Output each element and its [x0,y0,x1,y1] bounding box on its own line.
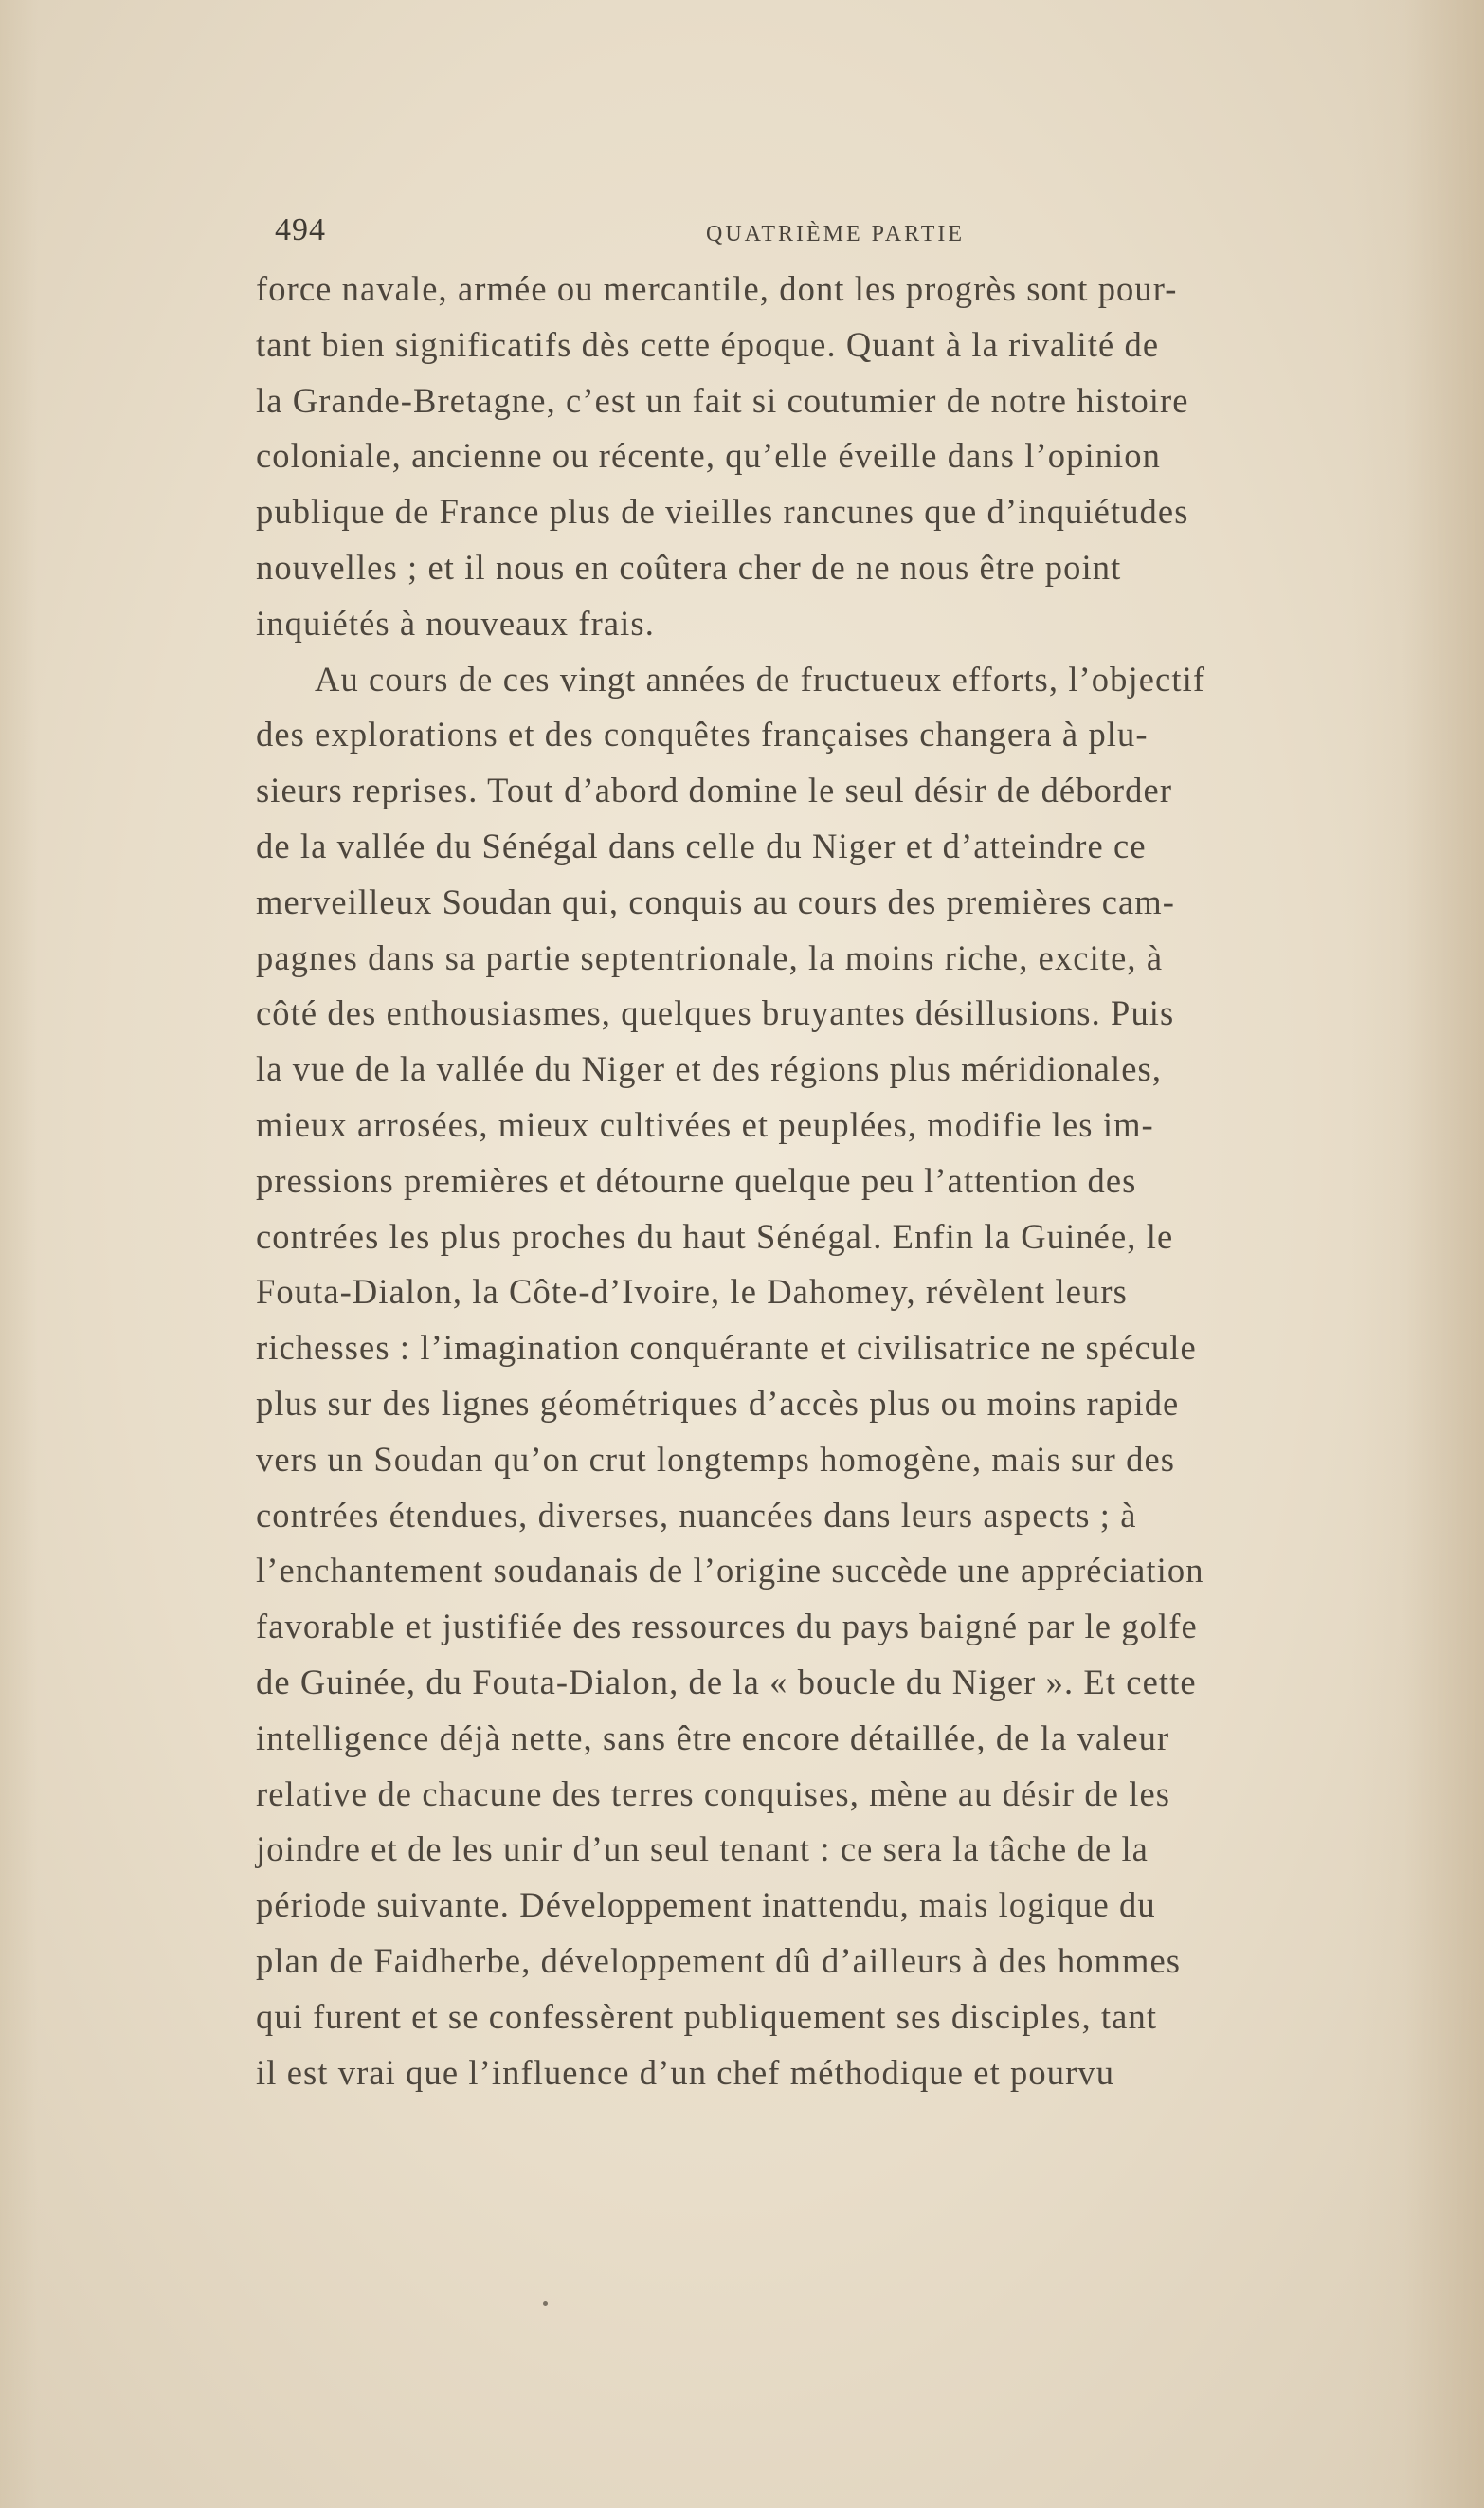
text-line: richesses : l’imagination conquérante et civilisatrice ne spécule [256,1328,1197,1368]
text-line: la Grande-Bretagne, c’est un fait si coutumier de notre histoire [256,380,1189,420]
text-line: Fouta-Dialon, la Côte-d’Ivoire, le Dahomey, révèlent leurs [256,1272,1128,1312]
body-text [256,262,1431,2100]
text-line: tant bien significatifs dès cette époque. Quant à la rivalité de [256,324,1160,364]
text-line: côté des enthousiasmes, quelques bruyantes désillusions. Puis [256,993,1175,1033]
text-line: coloniale, ancienne ou récente, qu’elle éveille dans l’opinion [256,436,1161,476]
text-line: inquiétés à nouveaux frais. [256,603,655,643]
page-number: 494 [275,212,326,247]
text-line: sieurs reprises. Tout d’abord domine le seul désir de déborder [256,771,1173,810]
text-line: joindre et de les unir d’un seul tenant : ce sera la tâche de la [256,1829,1149,1869]
text-line: plus sur des lignes géométriques d’accès plus ou moins rapide [256,1383,1180,1423]
text-line: favorable et justifiée des ressources du pays baigné par le golfe [256,1607,1198,1646]
page-header [275,212,1365,254]
running-head: QUATRIÈME PARTIE [706,222,966,246]
text-line: période suivante. Développement inattendu, mais logique du [256,1885,1156,1925]
paragraph-2 [256,652,1431,2101]
text-line: pagnes dans sa partie septentrionale, la moins riche, excite, à [256,937,1164,977]
text-line: publique de France plus de vieilles rancunes que d’inquiétudes [256,492,1189,532]
text-line: nouvelles ; et il nous en coûtera cher de ne nous être point [256,547,1122,587]
text-line: pressions premières et détourne quelque peu l’attention des [256,1160,1137,1200]
text-line: relative de chacune des terres conquises, mène au désir de les [256,1773,1171,1813]
paragraph-1 [256,262,1431,652]
text-line: merveilleux Soudan qui, conquis au cours des premières cam- [256,881,1176,921]
text-line: intelligence déjà nette, sans être encore détaillée, de la valeur [256,1717,1170,1757]
text-line: de la vallée du Sénégal dans celle du Niger et d’atteindre ce [256,826,1147,865]
text-line: vers un Soudan qu’on crut longtemps homogène, mais sur des [256,1439,1176,1479]
text-line: force navale, armée ou mercantile, dont les progrès sont pour- [256,269,1178,308]
text-line: la vue de la vallée du Niger et des régions plus méridionales, [256,1049,1163,1089]
text-line: des explorations et des conquêtes françaises changera à plu- [256,715,1149,754]
text-line: contrées étendues, diverses, nuancées dans leurs aspects ; à [256,1495,1137,1535]
text-line: plan de Faidherbe, développement dû d’ailleurs à des hommes [256,1940,1182,1980]
text-line: contrées les plus proches du haut Sénégal. Enfin la Guinée, le [256,1216,1174,1256]
text-line: de Guinée, du Fouta-Dialon, de la « boucle du Niger ». Et cette [256,1662,1197,1701]
text-line: l’enchantement soudanais de l’origine succède une appréciation [256,1551,1204,1590]
text-line: qui furent et se confessèrent publiquement ses disciples, tant [256,1996,1158,2036]
paper-speck [543,2301,548,2306]
text-line: mieux arrosées, mieux cultivées et peuplées, modifie les im- [256,1104,1154,1144]
text-line: il est vrai que l’influence d’un chef méthodique et pourvu [256,2052,1115,2092]
text-line: Au cours de ces vingt années de fructueux efforts, l’objectif [315,659,1206,699]
